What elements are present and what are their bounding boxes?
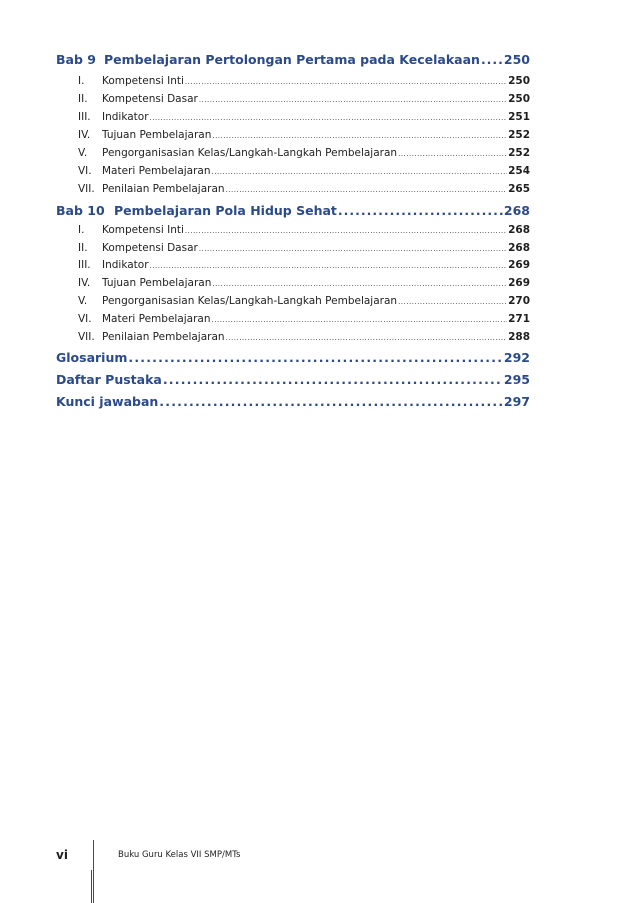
- dot-leader: [212, 168, 508, 176]
- item-title: Kompetensi Inti: [102, 224, 184, 236]
- toc-item[interactable]: [78, 277, 530, 294]
- back-matter-title: Kunci jawaban: [56, 394, 159, 409]
- dot-leader: [212, 132, 507, 140]
- item-roman: VI.: [78, 313, 92, 325]
- dot-leader: [338, 203, 503, 218]
- dot-leader: [128, 350, 503, 365]
- item-title: Pengorganisasian Kelas/Langkah-Langkah Pembelajaran: [102, 147, 398, 159]
- item-page: 250: [508, 93, 530, 105]
- footer-divider: [93, 840, 94, 903]
- dot-leader: [212, 316, 508, 324]
- toc-chapter-10[interactable]: [56, 203, 530, 223]
- item-roman: III.: [78, 111, 91, 123]
- item-title: Indikator: [102, 259, 149, 271]
- item-page: 252: [508, 129, 530, 141]
- item-roman: I.: [78, 224, 85, 236]
- item-title: Kompetensi Dasar: [102, 242, 198, 254]
- item-roman: I.: [78, 75, 85, 87]
- dot-leader: [226, 334, 508, 342]
- dot-leader: [398, 298, 507, 306]
- toc-item[interactable]: [78, 129, 530, 146]
- toc-item[interactable]: [78, 183, 530, 200]
- dot-leader: [398, 150, 507, 158]
- footer-page-number: vi: [56, 848, 68, 862]
- back-matter-title: Daftar Pustaka: [56, 372, 162, 387]
- item-roman: V.: [78, 147, 88, 159]
- item-page: 252: [508, 147, 530, 159]
- item-title: Pengorganisasian Kelas/Langkah-Langkah Pembelajaran: [102, 295, 398, 307]
- back-matter-page: 297: [503, 394, 530, 409]
- item-page: 270: [508, 295, 530, 307]
- item-roman: VI.: [78, 165, 92, 177]
- item-roman: II.: [78, 242, 88, 254]
- toc-item[interactable]: [78, 75, 530, 92]
- item-page: 251: [508, 111, 530, 123]
- dot-leader: [150, 114, 508, 122]
- item-title: Indikator: [102, 111, 149, 123]
- item-page: 288: [508, 331, 530, 343]
- toc-item[interactable]: [78, 165, 530, 182]
- toc-kunci-jawaban[interactable]: [56, 394, 530, 414]
- item-page: 250: [508, 75, 530, 87]
- item-title: Tujuan Pembelajaran: [102, 129, 212, 141]
- chapter-number: Bab 9: [56, 52, 96, 67]
- toc-item[interactable]: [78, 93, 530, 110]
- chapter-title: Pembelajaran Pertolongan Pertama pada Kecelakaan: [104, 52, 480, 67]
- item-page: 271: [508, 313, 530, 325]
- item-roman: VII.: [78, 331, 95, 343]
- item-roman: VII.: [78, 183, 95, 195]
- item-page: 268: [508, 224, 530, 236]
- footer-divider-secondary: [91, 870, 92, 903]
- toc-item[interactable]: [78, 224, 530, 241]
- toc-item[interactable]: [78, 242, 530, 259]
- toc-daftar-pustaka[interactable]: [56, 372, 530, 392]
- toc-item[interactable]: [78, 111, 530, 128]
- item-title: Materi Pembelajaran: [102, 165, 211, 177]
- dot-leader: [481, 52, 503, 67]
- back-matter-page: 295: [503, 372, 530, 387]
- chapter-page: 250: [503, 52, 530, 67]
- item-roman: IV.: [78, 129, 91, 141]
- item-roman: III.: [78, 259, 91, 271]
- item-title: Tujuan Pembelajaran: [102, 277, 212, 289]
- item-page: 269: [508, 277, 530, 289]
- chapter-number: Bab 10: [56, 203, 105, 218]
- footer-book-title: Buku Guru Kelas VII SMP/MTs: [118, 850, 241, 860]
- chapter-page: 268: [503, 203, 530, 218]
- item-page: 265: [508, 183, 530, 195]
- toc-item[interactable]: [78, 331, 530, 348]
- item-roman: II.: [78, 93, 88, 105]
- item-page: 254: [508, 165, 530, 177]
- dot-leader: [159, 394, 503, 409]
- dot-leader: [185, 227, 507, 235]
- item-title: Kompetensi Inti: [102, 75, 184, 87]
- item-title: Penilaian Pembelajaran: [102, 331, 225, 343]
- dot-leader: [199, 245, 507, 253]
- toc-item[interactable]: [78, 147, 530, 164]
- item-page: 269: [508, 259, 530, 271]
- dot-leader: [185, 78, 507, 86]
- toc-item[interactable]: [78, 295, 530, 312]
- toc-item[interactable]: [78, 259, 530, 276]
- item-roman: IV.: [78, 277, 91, 289]
- item-page: 268: [508, 242, 530, 254]
- item-title: Penilaian Pembelajaran: [102, 183, 225, 195]
- item-title: Materi Pembelajaran: [102, 313, 211, 325]
- item-roman: V.: [78, 295, 88, 307]
- back-matter-page: 292: [503, 350, 530, 365]
- dot-leader: [163, 372, 503, 387]
- dot-leader: [150, 262, 508, 270]
- item-title: Kompetensi Dasar: [102, 93, 198, 105]
- dot-leader: [199, 96, 507, 104]
- toc-glosarium[interactable]: [56, 350, 530, 370]
- dot-leader: [226, 186, 508, 194]
- toc-chapter-9[interactable]: [56, 52, 530, 72]
- chapter-title: Pembelajaran Pola Hidup Sehat: [114, 203, 337, 218]
- back-matter-title: Glosarium: [56, 350, 128, 365]
- toc-item[interactable]: [78, 313, 530, 330]
- dot-leader: [212, 280, 507, 288]
